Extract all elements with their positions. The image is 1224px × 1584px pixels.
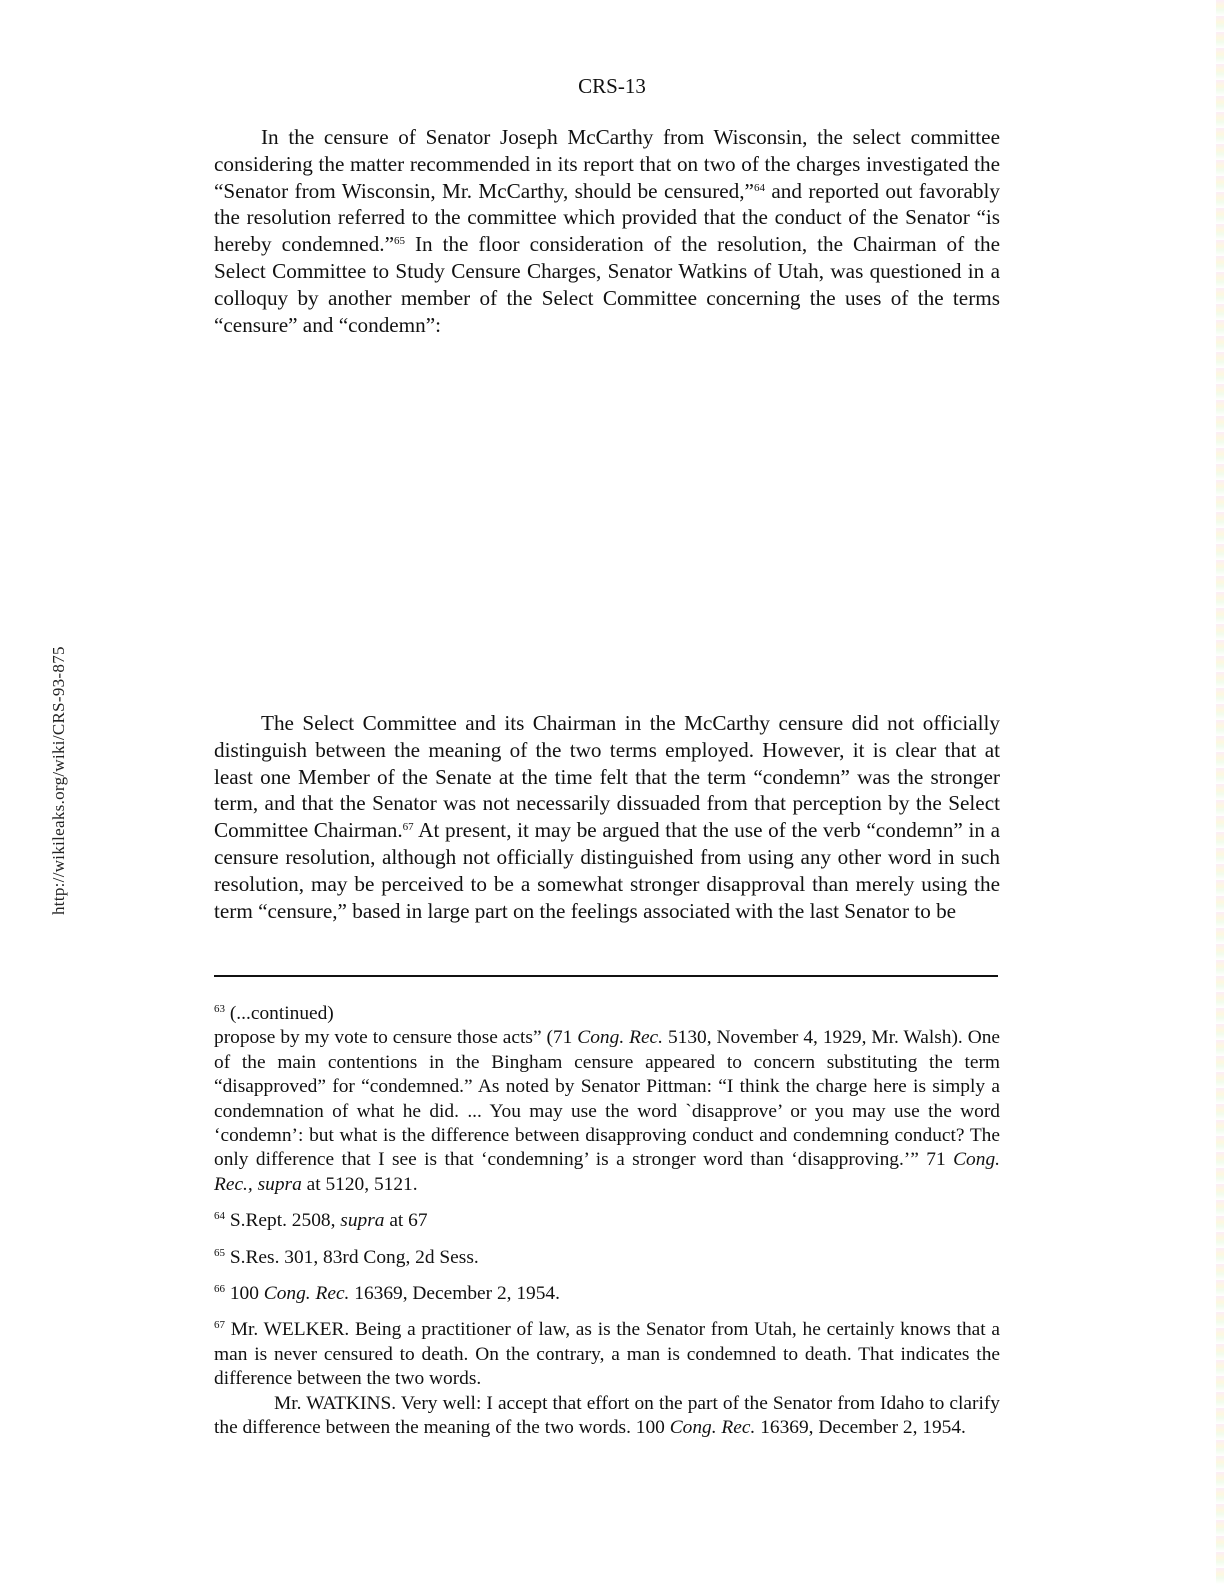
footnotes [214,1002,1000,1453]
body-paragraph-1 [214,124,1000,338]
paragraph-text: and reported out favorably the resolution referred to the committee which provided that the conduct of the Senator “is hereby condemned.” [214,178,1000,257]
footnote-65 [214,1246,1000,1270]
paragraph-text: In the censure of Senator Joseph McCarthy from Wisconsin, the select committee considering the matter recommended in its report that on two of the charges investigated the “Senator from Wisconsin, Mr. McCarthy, should be censured,” [214,125,1000,203]
source-url-watermark: http://wikileaks.org/wiki/CRS-93-875 [49,646,68,915]
footnote-text: Mr. WELKER. Being a practitioner of law, as is the Senator from Utah, he certainly knows that a man is never censured to death. On the contrary, a man is condemned to death. That indicates the difference between the two words. [214,1319,1000,1390]
footnote-ref-65[interactable]: 65 [393,235,405,248]
footnote-text: S.Rept. 2508, [225,1210,341,1232]
footnote-number: 64 [214,1210,225,1223]
footnote-text: at 5120, 5121. [301,1173,418,1195]
footnote-text: Mr. WATKINS. Very well: I accept that effort on the part of the Senator from Idaho to clarify the difference between the meaning of the two words. 100 [214,1392,1000,1439]
citation-italic: Cong. Rec. [577,1027,664,1049]
body-paragraph-2 [214,710,1000,924]
page-number: CRS-13 [578,74,646,98]
paragraph-text: At present, it may be argued that the use of the verb “condemn” in a censure resolution, although not officially distinguished from using any other word in such resolution, may be perceived to be a somewhat stronger disapproval than merely using the term “censure,” based in large part on the feelings associated with the last Senator to be [214,818,1000,923]
footnote-text: 16369, December 2, 1954. [755,1417,966,1439]
paragraph-text: The Select Committee and its Chairman in the McCarthy censure did not officially distinguish between the meaning of the two terms employed. However, it is clear that at least one Member of the Senate at the time felt that the term “condemn” was the stronger term, and that the Senator was not necessarily dissuaded from that perception by the Select Committee Chairman. [214,711,1000,843]
citation-italic: Cong. Rec., supra [214,1149,1000,1195]
footnote-number: 65 [214,1246,225,1259]
footnote-64 [214,1209,1000,1233]
footnote-67 [214,1318,1000,1440]
footnote-text: 100 [225,1283,264,1305]
paragraph-text: In the floor consideration of the resolution, the Chairman of the Select Committee to Study Censure Charges, Senator Watkins of Utah, was questioned in a colloquy by another member of the Select Committee concerning the uses of the terms “censure” and “condemn”: [214,232,1000,337]
citation-italic: Cong. Rec. [669,1417,756,1439]
footnote-text: 5130, November 4, 1929, Mr. Walsh). One of the main contentions in the Bingham censure appeared to concern substituting the term “disapproved” for “condemned.” As noted by Senator Pittman: “I think the charge here is simply a condemnation of what he did. ... You may use the word `disapprove’ or you may use the word ‘condemn’: but what is the difference between disapproving conduct and condemning conduct? The only difference that I see is that ‘condemning’ is a stronger word than ‘disapproving.’” 71 [214,1027,1000,1171]
footnote-text: 16369, December 2, 1954. [349,1283,560,1305]
citation-italic: supra [340,1210,385,1232]
citation-italic: Cong. Rec. [263,1283,350,1305]
footnote-66 [214,1282,1000,1306]
footnote-ref-67[interactable]: 67 [402,821,414,834]
footnote-number: 67 [214,1319,225,1332]
footnote-text: at 67 [384,1210,428,1232]
footnote-number: 66 [214,1283,225,1296]
footnote-text: S.Res. 301, 83rd Cong, 2d Sess. [225,1246,479,1268]
footnote-63 [214,1002,1000,1197]
footnote-text: (...continued) [225,1003,334,1024]
footnote-separator [214,975,998,977]
footnote-ref-64[interactable]: 64 [753,181,765,194]
footnote-text: propose by my vote to censure those acts” (71 [214,1027,578,1049]
page-edge-decoration [1216,0,1224,1584]
footnote-number: 63 [214,1003,225,1015]
